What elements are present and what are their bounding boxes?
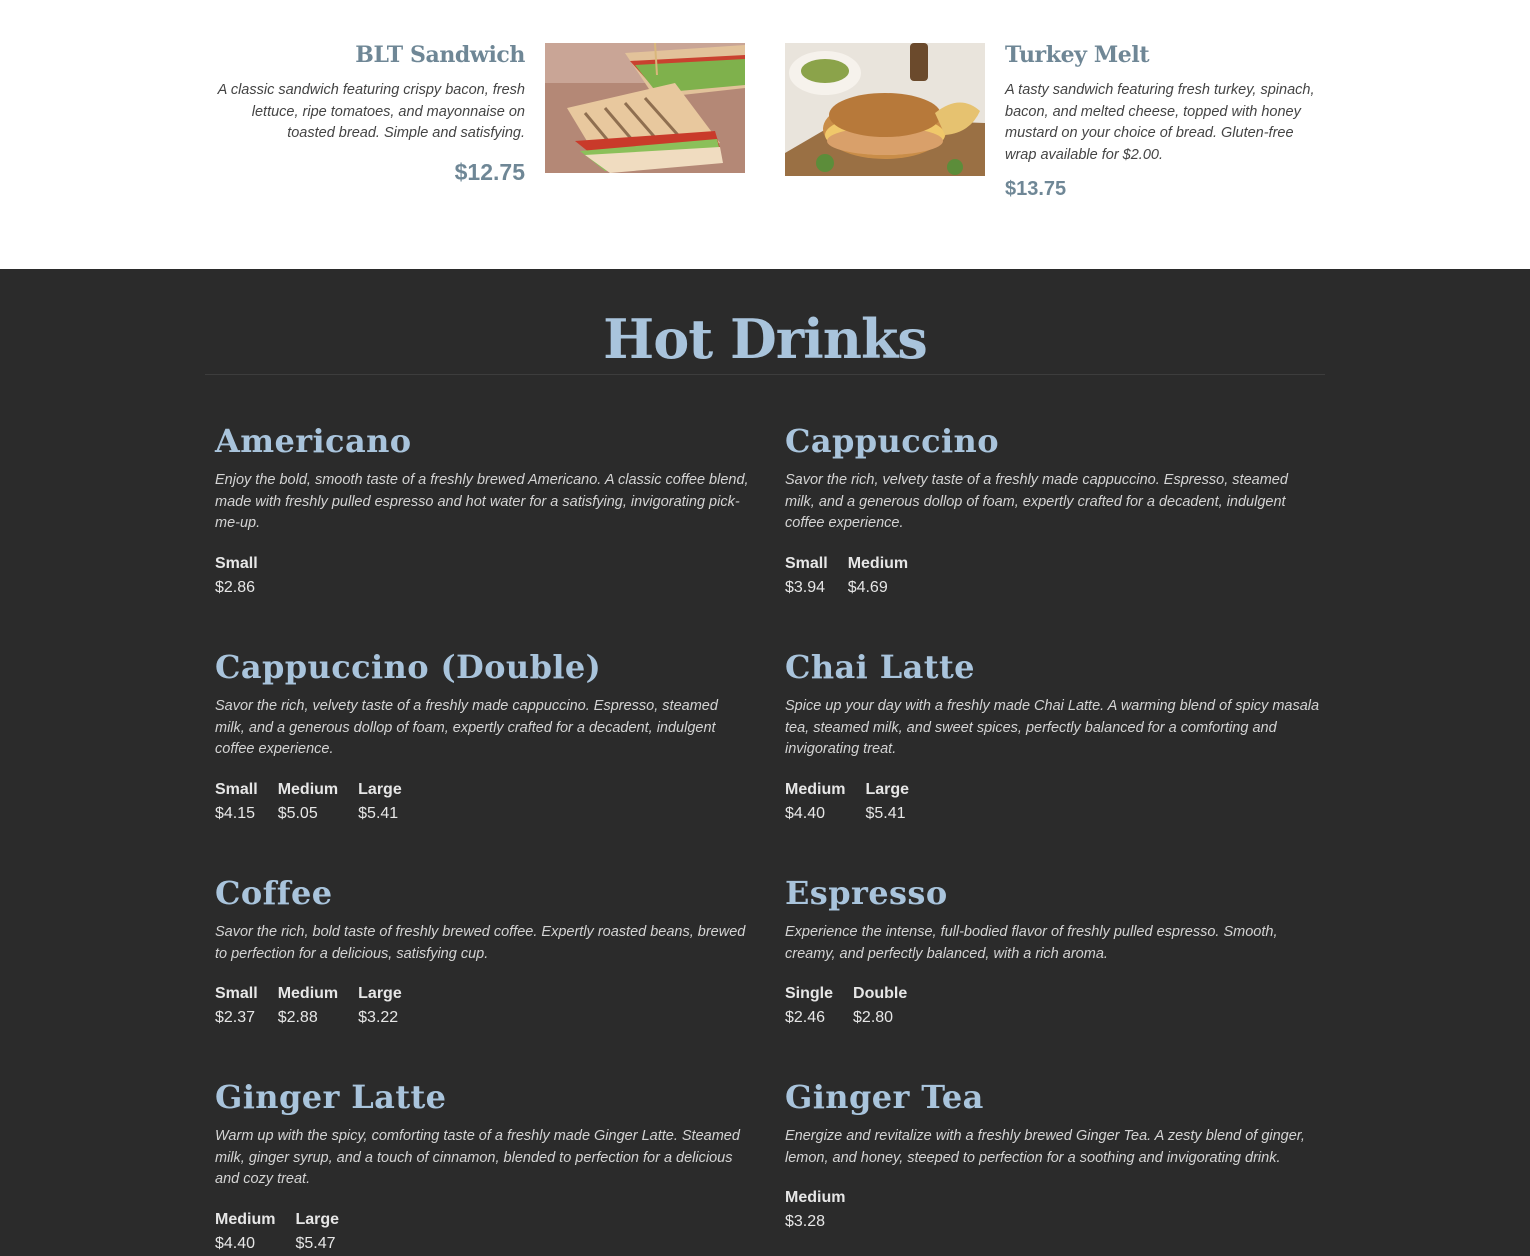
- menu-item-description: A tasty sandwich featuring fresh turkey, spinach, bacon, and melted cheese, topped with honey mustard on your choice of bread. Gluten-free wrap available for $2.00.: [1005, 82, 1315, 163]
- size-price-list: [785, 554, 1320, 598]
- size-price-list: [215, 554, 750, 598]
- size-option: [358, 780, 402, 824]
- size-price-list: [785, 984, 1320, 1028]
- size-option: [295, 1210, 339, 1254]
- size-price: $2.37: [215, 1009, 256, 1027]
- size-option: [358, 984, 402, 1028]
- size-price: $5.47: [295, 1234, 336, 1252]
- size-price: $3.94: [785, 578, 826, 596]
- size-price: $2.46: [785, 1009, 826, 1027]
- size-label: Large: [865, 780, 910, 798]
- size-option: [785, 554, 828, 598]
- drink-item-cappuccino: [785, 421, 1320, 598]
- drink-item-espresso: [785, 873, 1320, 1028]
- menu-item-price: $12.75: [454, 158, 525, 185]
- size-option: [278, 984, 338, 1028]
- drink-description: Energize and revitalize with a freshly brewed Ginger Tea. A zesty blend of ginger, lemon, and honey, steeped to perfection for a soothing and invigorating drink.: [785, 1128, 1305, 1166]
- drink-title: Ginger Latte: [215, 1078, 447, 1116]
- drink-title: Cappuccino: [785, 422, 999, 460]
- size-label: Small: [215, 985, 258, 1003]
- size-label: Small: [215, 780, 258, 798]
- size-label: Small: [215, 554, 258, 572]
- size-option: [278, 780, 338, 824]
- size-price: $4.40: [215, 1234, 256, 1252]
- size-option: [865, 780, 909, 824]
- drink-title: Ginger Tea: [785, 1078, 984, 1116]
- size-label: Medium: [277, 780, 339, 798]
- size-label: Large: [358, 985, 402, 1003]
- size-price: $2.86: [215, 578, 256, 596]
- size-option: [215, 780, 258, 824]
- size-price: $3.28: [785, 1213, 826, 1231]
- size-option: [215, 984, 258, 1028]
- size-label: Small: [785, 554, 828, 572]
- drink-description: Enjoy the bold, smooth taste of a freshly brewed Americano. A classic coffee blend, made with freshly pulled espresso and hot water for a satisfying, invigorating pick-me-up.: [215, 472, 749, 532]
- size-option: [215, 1210, 275, 1254]
- size-label: Medium: [847, 554, 909, 572]
- size-label: Medium: [215, 1210, 276, 1228]
- size-option: [785, 1188, 845, 1232]
- menu-item-description: A classic sandwich featuring crispy bacon, fresh lettuce, ripe tomatoes, and mayonnaise on toasted bread. Simple and satisfying.: [217, 82, 525, 142]
- drink-title: Americano: [215, 422, 412, 460]
- drink-description: Experience the intense, full-bodied flavor of freshly pulled espresso. Smooth, creamy, and perfectly balanced, with a rich aroma.: [785, 924, 1278, 962]
- blt-sandwich-image: [545, 43, 745, 173]
- size-price-list: [785, 1188, 1320, 1232]
- menu-item-price: $13.75: [1005, 178, 1067, 201]
- size-option: [853, 984, 907, 1028]
- size-option: [785, 984, 833, 1028]
- drink-description: Savor the rich, bold taste of freshly brewed coffee. Expertly roasted beans, brewed to perfection for a delicious, satisfying cup.: [215, 924, 746, 962]
- drink-item-ginger-latte: [215, 1077, 750, 1254]
- size-price: $4.15: [215, 804, 256, 822]
- size-price: $5.05: [277, 804, 318, 822]
- size-label: Large: [295, 1210, 340, 1228]
- size-price: $5.41: [358, 804, 399, 822]
- size-label: Medium: [785, 1189, 846, 1207]
- size-price: $5.41: [865, 804, 906, 822]
- size-price: $2.88: [277, 1009, 318, 1027]
- size-option: [215, 554, 258, 598]
- drink-item-chai-latte: [785, 647, 1320, 824]
- size-label: Medium: [785, 780, 846, 798]
- drink-description: Warm up with the spicy, comforting taste of a freshly made Ginger Latte. Steamed milk, ginger syrup, and a touch of cinnamon, blended to perfection for a delicious and cozy treat.: [215, 1128, 740, 1188]
- drink-title: Cappuccino (Double): [215, 648, 602, 686]
- section-title: Hot Drinks: [603, 307, 927, 371]
- size-price-list: [215, 780, 750, 824]
- drink-item-cappuccino-double: [215, 647, 750, 824]
- size-price: $4.40: [785, 804, 826, 822]
- size-price-list: [785, 780, 1320, 824]
- sandwich-section: [0, 0, 1530, 269]
- drink-description: Savor the rich, velvety taste of a freshly made cappuccino. Espresso, steamed milk, and a generous dollop of foam, expertly crafted for a decadent, indulgent coffee experience.: [215, 698, 718, 758]
- drink-item-coffee: [215, 873, 750, 1028]
- size-option: [785, 780, 845, 824]
- drink-item-americano: [215, 421, 750, 598]
- size-price: $2.80: [853, 1009, 894, 1027]
- drink-item-ginger-tea: [785, 1077, 1320, 1232]
- menu-item-blt-sandwich: [215, 40, 525, 186]
- size-price: $4.69: [847, 578, 888, 596]
- hot-drinks-section: [0, 269, 1530, 1256]
- section-divider: [205, 374, 1325, 375]
- size-label: Large: [358, 780, 402, 798]
- size-label: Single: [785, 985, 834, 1003]
- size-label: Double: [853, 985, 908, 1003]
- size-label: Medium: [277, 985, 339, 1003]
- size-price: $3.22: [358, 1009, 399, 1027]
- drink-description: Spice up your day with a freshly made Chai Latte. A warming blend of spicy masala tea, steamed milk, and sweet spices, perfectly balanced for a comforting and invigorating treat.: [785, 698, 1320, 758]
- size-price-list: [215, 1210, 750, 1254]
- size-price-list: [215, 984, 750, 1028]
- size-option: [848, 554, 908, 598]
- menu-item-turkey-melt: [1005, 40, 1315, 201]
- drink-title: Coffee: [215, 874, 333, 912]
- drink-title: Chai Latte: [785, 648, 975, 686]
- menu-item-title: Turkey Melt: [1005, 42, 1150, 68]
- drink-description: Savor the rich, velvety taste of a freshly made cappuccino. Espresso, steamed milk, and a generous dollop of foam, expertly crafted for a decadent, indulgent coffee experience.: [785, 472, 1288, 532]
- menu-item-title: BLT Sandwich: [355, 42, 525, 68]
- drink-title: Espresso: [785, 874, 948, 912]
- turkey-melt-image: [785, 43, 985, 176]
